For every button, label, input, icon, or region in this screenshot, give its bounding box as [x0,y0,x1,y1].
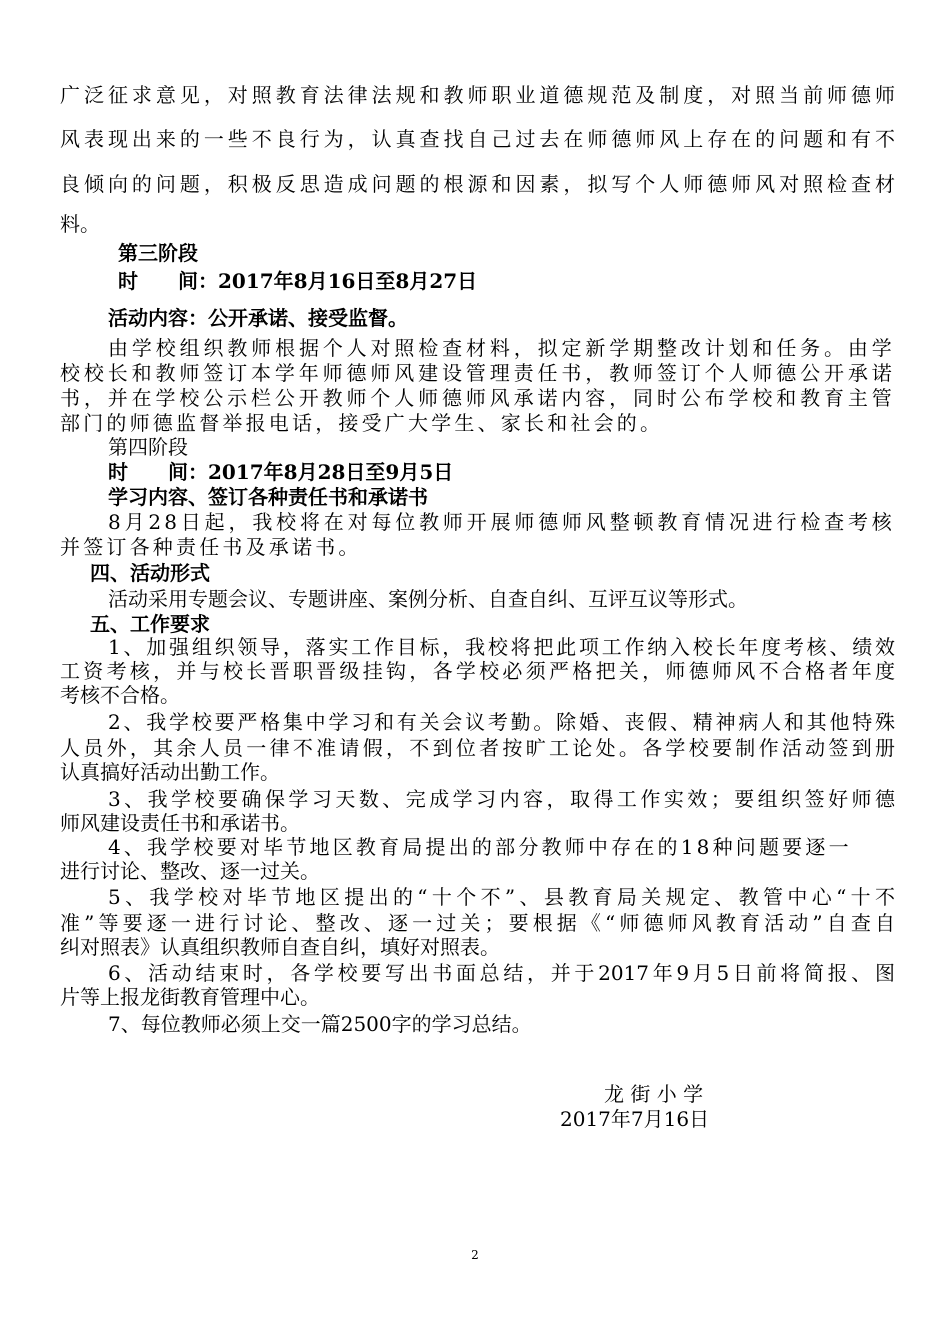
stage4-activity: 学习内容、签订各种责任书和承诺书 [108,485,428,509]
stage3-activity: 活动内容：公开承诺、接受监督。 [108,306,408,330]
section5-line-10: 进行讨论、整改、逐一过关。 [60,859,320,883]
intro-line-2: 风表现出来的一些不良行为，认真查找自己过去在师德师风上存在的问题和有不 [60,127,895,151]
signature-org: 龙 街 小 学 [604,1082,704,1106]
section5-line-5: 人员外，其余人员一律不准请假，不到位者按旷工论处。各学校要制作活动签到册 [60,736,895,760]
intro-line-4: 料。 [60,212,100,236]
section5-line-16: 7、每位教师必须上交一篇2500字的学习总结。 [108,1012,532,1036]
signature-date: 2017年7月16日 [560,1107,710,1131]
stage3-line-3: 书，并在学校公示栏公开教师个人师德师风承诺内容，同时公布学校和教育主管 [60,386,895,410]
stage3-heading: 第三阶段 [118,241,198,265]
section4-heading: 四、活动形式 [90,561,210,585]
intro-line-3: 良倾向的问题，积极反思造成问题的根源和因素，拟写个人师德师风对照检查材 [60,172,895,196]
stage3-line-1: 由学校组织教师根据个人对照检查材料，拟定新学期整改计划和任务。由学 [108,336,895,360]
section5-line-7: 3、我学校要确保学习天数、完成学习内容，取得工作实效；要组织签好师德 [108,787,895,811]
stage4-time: 时 间：2017年8月28日至9月5日 [108,460,454,484]
section5-line-12: 准”等要逐一进行讨论、整改、逐一过关；要根据《“师德师风教育活动”自查自 [60,911,895,935]
intro-line-1: 广泛征求意见，对照教育法律法规和教师职业道德规范及制度，对照当前师德师 [60,83,895,107]
section5-line-11: 5、我学校对毕节地区提出的“十个不”、县教育局关规定、教管中心“十不 [108,885,895,909]
section5-line-8: 师风建设责任书和承诺书。 [60,811,300,835]
stage3-time: 时 间：2017年8月16日至8月27日 [118,269,478,293]
stage3-line-2: 校校长和教师签订本学年师德师风建设管理责任书，教师签订个人师德公开承诺 [60,361,895,385]
section5-line-4: 2、我学校要严格集中学习和有关会议考勤。除婚、丧假、精神病人和其他特殊 [108,710,895,734]
page-number: 2 [471,1248,479,1262]
section5-line-1: 1、加强组织领导，落实工作目标，我校将把此项工作纳入校长年度考核、绩效 [108,635,895,659]
stage4-line-1: 8月28日起，我校将在对每位教师开展师德师风整顿教育情况进行检查考核 [108,510,895,534]
stage3-line-4: 部门的师德监督举报电话，接受广大学生、家长和社会的。 [60,411,664,435]
section5-heading: 五、工作要求 [90,612,210,636]
section5-line-2: 工资考核，并与校长晋职晋级挂钩，各学校必须严格把关，师德师风不合格者年度 [60,659,895,683]
section5-line-13: 纠对照表》认真组织教师自查自纠，填好对照表。 [60,935,500,959]
stage4-line-2: 并签订各种责任书及承诺书。 [60,535,362,559]
section5-line-9: 4、我学校要对毕节地区教育局提出的部分教师中存在的18种问题要逐一 [108,835,852,859]
stage4-heading: 第四阶段 [108,435,188,459]
section5-line-14: 6、活动结束时，各学校要写出书面总结，并于2017年9月5日前将简报、图 [108,961,895,985]
section5-line-6: 认真搞好活动出勤工作。 [60,760,280,784]
section5-line-3: 考核不合格。 [60,683,180,707]
section4-line: 活动采用专题会议、专题讲座、案例分析、自查自纠、互评互议等形式。 [108,587,748,611]
section5-line-15: 片等上报龙街教育管理中心。 [60,985,320,1009]
